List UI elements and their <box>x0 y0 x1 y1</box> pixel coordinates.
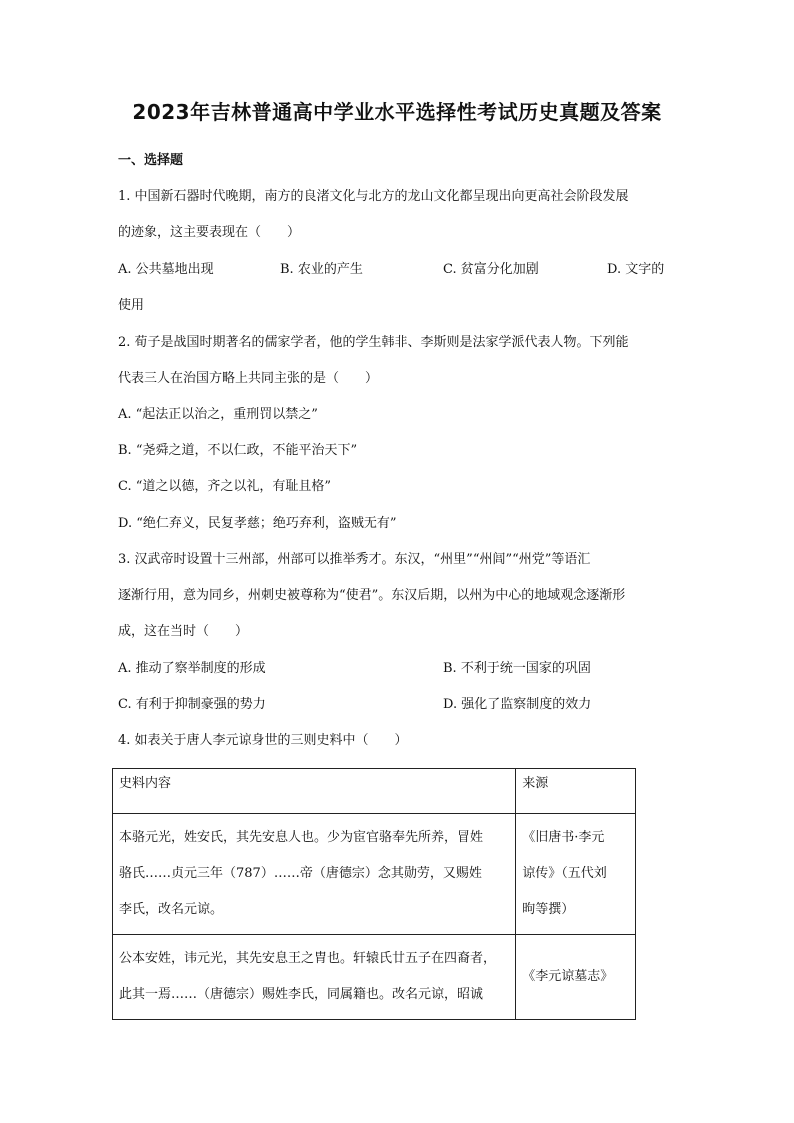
q3-option-d: D. 强化了监察制度的效力 <box>443 697 592 712</box>
q2-stem-line-1: 2. 荀子是战国时期著名的儒家学者，他的学生韩非、李斯则是法家学派代表人物。下列能 <box>118 335 629 350</box>
table-row <box>113 935 636 1020</box>
q2-option-d: D. “绝仁弃义，民复孝慈；绝巧弃利，盗贼无有” <box>118 516 397 531</box>
q1-option-c: C. 贫富分化加剧 <box>443 262 539 277</box>
q3-option-a: A. 推动了察举制度的形成 <box>118 661 266 676</box>
q1-stem-line-1: 1. 中国新石器时代晚期，南方的良渚文化与北方的龙山文化都呈现出向更高社会阶段发展 <box>118 189 629 204</box>
cell-line: 谅传》（五代刘 <box>522 866 607 881</box>
cell-line: 公本安姓，讳元光，其先安息王之胄也。轩辕氏廿五子在四裔者， <box>119 951 497 966</box>
q3-option-c: C. 有利于抑制豪强的势力 <box>118 697 266 712</box>
q3-option-b: B. 不利于统一国家的巩固 <box>443 661 591 676</box>
table-row <box>113 814 636 935</box>
table-header-source: 来源 <box>516 769 636 814</box>
table-cell-content <box>113 935 516 1020</box>
page-title: 2023年吉林普通高中学业水平选择性考试历史真题及答案 <box>132 100 662 124</box>
cell-line: 《旧唐书·李元 <box>522 830 605 845</box>
table-header-content: 史料内容 <box>113 769 516 814</box>
table-header-row <box>113 769 636 814</box>
table-cell-content <box>113 814 516 935</box>
q1-option-d: D. 文字的 <box>607 262 665 277</box>
section-heading: 一、选择题 <box>118 153 184 168</box>
q1-option-a: A. 公共墓地出现 <box>118 262 214 277</box>
cell-line: 本骆元光，姓安氏，其先安息人也。少为宦官骆奉先所养，冒姓 <box>119 830 484 845</box>
cell-line: 骆氏……贞元三年（787）……帝（唐德宗）念其勋劳，又赐姓 <box>119 866 482 881</box>
q2-option-b: B. “尧舜之道，不以仁政，不能平治天下” <box>118 443 358 458</box>
q4-stem-line-1: 4. 如表关于唐人李元谅身世的三则史料中（ ） <box>118 733 408 748</box>
q2-option-c: C. “道之以德，齐之以礼，有耻且格” <box>118 479 332 494</box>
source-table <box>112 768 636 1020</box>
table-cell-source <box>516 814 636 935</box>
q1-stem-line-2: 的迹象，这主要表现在（ ） <box>118 225 301 240</box>
cell-line: 昫等撰） <box>522 902 575 917</box>
q3-stem-line-2: 逐渐行用，意为同乡，州刺史被尊称为“使君”。东汉后期，以州为中心的地域观念逐渐形 <box>118 588 626 603</box>
cell-line: 李氏，改名元谅。 <box>119 902 224 917</box>
q1-option-b: B. 农业的产生 <box>280 262 363 277</box>
q2-stem-line-2: 代表三人在治国方略上共同主张的是（ ） <box>118 371 379 386</box>
cell-line: 《李元谅墓志》 <box>522 969 614 984</box>
q2-option-a: A. “起法正以治之，重刑罚以禁之” <box>118 407 318 422</box>
q3-stem-line-1: 3. 汉武帝时设置十三州部，州部可以推举秀才。东汉，“州里”“州闾”“州党”等语汇 <box>118 552 591 567</box>
table-cell-source <box>516 935 636 1020</box>
cell-line: 此其一焉……（唐德宗）赐姓李氏，同属籍也。改名元谅，昭诚 <box>119 987 484 1002</box>
q3-stem-line-3: 成，这在当时（ ） <box>118 624 249 639</box>
q1-option-d-wrap: 使用 <box>118 298 145 313</box>
